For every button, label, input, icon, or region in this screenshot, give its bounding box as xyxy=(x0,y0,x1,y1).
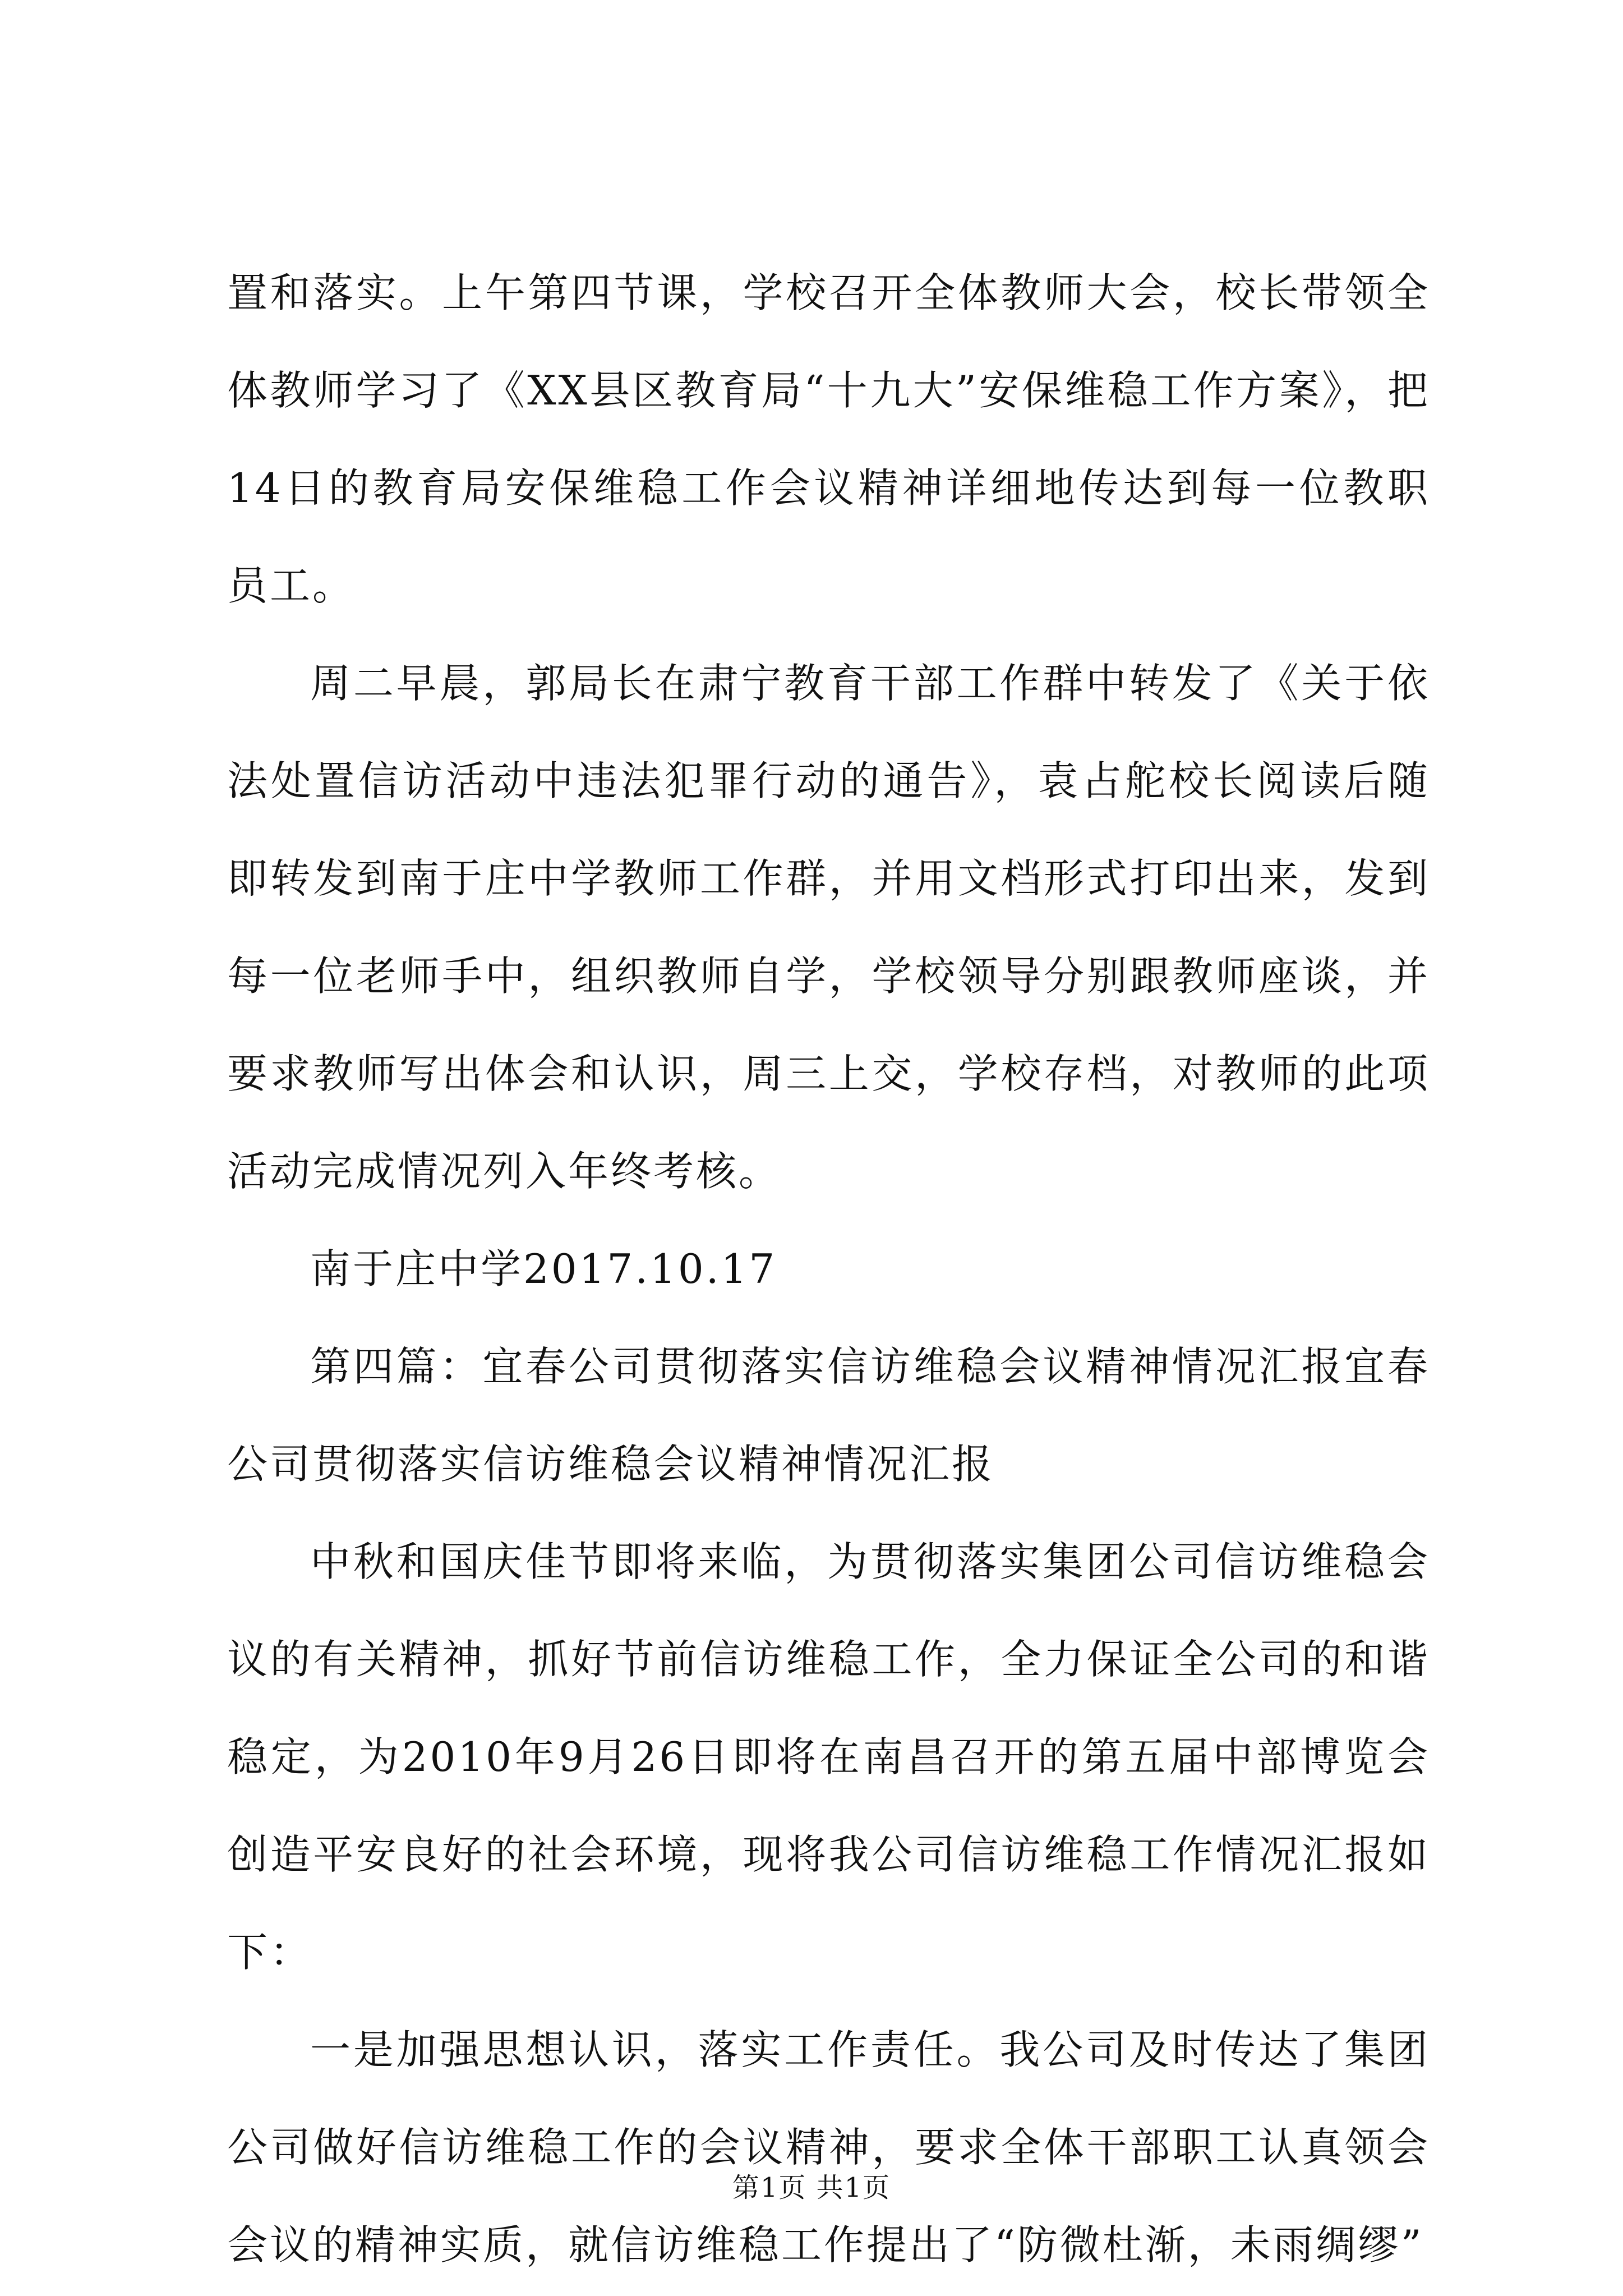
paragraph-section-heading: 第四篇：宜春公司贯彻落实信访维稳会议精神情况汇报宜春公司贯彻落实信访维稳会议精神情况汇报 xyxy=(227,1343,1430,1488)
page-number-label: 第1页 共1页 xyxy=(732,2172,891,2203)
page-footer xyxy=(0,2171,1623,2205)
paragraph-signature-date: 南于庄中学2017.10.17 xyxy=(310,1245,777,1292)
paragraph-1: 置和落实。上午第四节课，学校召开全体教师大会，校长带领全体教师学习了《XX县区教育局“十九大”安保维稳工作方案》，把14日的教育局安保维稳工作会议精神详细地传达到每一位教职员工。 xyxy=(227,269,1430,609)
paragraph-6: 一是加强思想认识，落实工作责任。我公司及时传达了集团公司做好信访维稳工作的会议精神，要求全体干部职工认真领会会议的精神实质，就信访维稳工作提出了“防微杜渐，未雨绸缪” xyxy=(227,2026,1430,2269)
paragraph-2: 周二早晨，郭局长在肃宁教育干部工作群中转发了《关于依法处置信访活动中违法犯罪行动的通告》，袁占舵校长阅读后随即转发到南于庄中学教师工作群，并用文档形式打印出来，发到每一位老师手中，组织教师自学，学校领导分别跟教师座谈，并要求教师写出体会和认识，周三上交，学校存档，对教师的此项活动完成情况列入年终考核。 xyxy=(227,660,1430,1195)
document-body xyxy=(227,244,1430,2294)
paragraph-5: 中秋和国庆佳节即将来临，为贯彻落实集团公司信访维稳会议的有关精神，抓好节前信访维稳工作，全力保证全公司的和谐稳定，为2010年9月26日即将在南昌召开的第五届中部博览会创造平安良好的社会环境，现将我公司信访维稳工作情况汇报如下： xyxy=(227,1538,1430,1976)
